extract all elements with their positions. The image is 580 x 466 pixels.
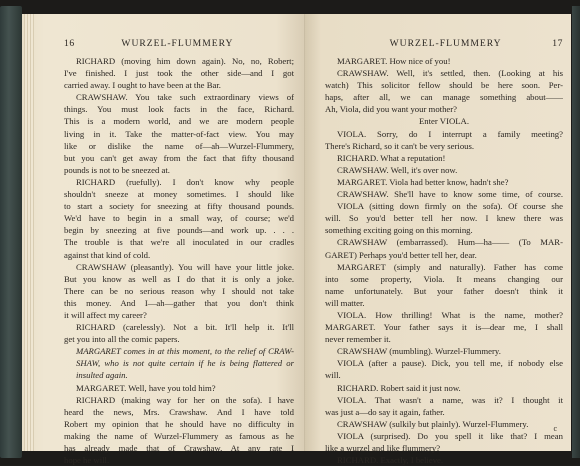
text-line: like a wurzel and like flummery? [325,443,441,453]
text-line: MARGARET comes in at this moment, to the relief of CRAW- [76,346,294,357]
text-line: MARGARET. Well, have you told him? [76,382,216,393]
text-line: Enter VIOLA. [418,116,470,127]
right-running-title: WURZEL-FLUMMERY [389,38,502,49]
text-line: insulted again. [76,370,128,381]
text-line: watch) This solicitor fellow should be here soon. Per- [325,80,563,91]
text-line: things. You must look facts in the face, Richard. [64,104,294,115]
text-line: pounds is not to be sneezed at. [64,164,170,175]
text-line: will. [325,370,341,381]
text-line: RICHARD (moving him down again). No, no, Robert; [76,56,294,66]
text-line: was just a—do say it again, father. [325,406,445,417]
text-line: We'd have to begin in a small way, of course; we'd [64,213,294,224]
text-line: But you know as well as I do that it is only a joke. [64,273,294,284]
text-line: like or dislike the name of—ah—Wurzel-Flummery, [64,140,294,151]
text-line: There's Richard, so it can't be very serious. [325,140,475,151]
left-page [22,14,305,466]
text-line: but you can't get away from the fact that fifty thousand [64,152,294,163]
text-line: CRAWSHAW. She'll have to know some time, of course. [337,189,563,200]
text-line: RICHARD (ruefully). I don't know why people [76,176,294,187]
text-line: VIOLA. Sorry, do I interrupt a family meeting? [337,128,563,139]
text-line: I've finished. I just took the other side—and I got [64,68,294,79]
text-line: it will affect my career? [64,309,147,320]
book-cover-right [572,6,580,458]
text-line: into some property, Viola. It means changing our [325,273,563,284]
text-line: heard the news, Mrs. Crawshaw. And I have told [64,406,294,417]
text-line: name unfortunately. But your father doesn't think it [325,285,563,296]
text-line: MARGARET. Your father says it is—dear me, I shall [325,322,563,333]
text-line: CRAWSHAW (mumbling). Wurzel-Flummery. [337,346,501,357]
text-line: RICHARD. Exactly, I believe. [337,455,444,466]
text-line: CRAWSHAW (pleasantly). You will have your little joke. [76,261,294,272]
text-line: CRAWSHAW (sulkily but plainly). Wurzel-Flummery. [337,418,529,429]
text-line: RICHARD. Robert said it just now. [337,382,461,393]
left-running-title: WURZEL-FLUMMERY [121,38,234,49]
text-line: making the name of Wurzel-Flummery as famous as he [64,430,294,441]
text-line: GARET) Perhaps you'd better tell her, dear. [325,249,477,260]
text-line: CRAWSHAW. Well, it's settled, then. (Looking at his [337,68,563,79]
text-line: hope he will. [64,455,110,466]
text-line: this money. And I—ah—gather that you don't think [64,297,294,308]
text-line: CRAWSHAW. You take such extraordinary views of [76,92,294,103]
text-line: will. So you'd better tell her now. I knew there was [325,213,563,224]
text-line: VIOLA. How thrilling! What is the name, mother? [337,309,563,320]
text-line: has already made that of Crawshaw. At any rate I [64,443,294,453]
right-page-number: 17 [552,38,563,49]
text-line: RICHARD (making way for her on the sofa). I have [76,394,294,405]
text-line: Robert my opinion that he should have no difficulty in [64,418,294,429]
text-line: haps, after all, we can manage something about—— [325,92,563,103]
signature-mark: c [553,424,557,433]
text-line: MARGARET (simply and naturally). Father has come [337,261,563,272]
text-line: RICHARD. What a reputation! [337,152,446,163]
text-line: This is a modern world, and we are modern people [64,116,294,127]
text-line: SHAW, who is not quite certain if he is being flattered or [76,358,294,369]
page-edges [24,14,34,451]
text-line: There can be no serious reason why I should not take [64,285,294,296]
text-line: Ah, Viola, did you want your mother? [325,104,458,115]
text-line: MARGARET. Viola had better know, hadn't she? [337,176,509,187]
text-line: begin by sneezing at five pounds—and work up. . . . [64,225,294,236]
text-line: MARGARET. How nice of you! [337,56,451,66]
right-page [305,14,571,466]
text-line: carried away. I ought to have been at the Bar. [64,80,221,91]
text-line: against that kind of cold. [64,249,151,260]
text-line: living in it. Take the matter-of-fact view. You may [64,128,294,139]
text-line: VIOLA (surprised). Do you spell it like that? I mean [337,430,563,441]
text-line: VIOLA (after a pause). Dick, you tell me, if nobody else [337,358,563,369]
text-line: to start a society for sneezing at fifty thousand pounds. [64,201,294,212]
text-line: RICHARD (carelessly). Not a bit. It'll help it. It'll [76,322,294,333]
left-page-number: 16 [64,38,75,49]
text-line: never remember it. [325,334,391,345]
right-page-header [325,38,563,49]
text-line: VIOLA (sitting down firmly on the sofa). Of course she [337,201,563,212]
left-page-header [64,38,294,49]
text-line: get you into all the comic papers. [64,334,180,345]
right-page-text [325,55,563,466]
left-page-text [64,55,294,466]
book-cover-left [0,6,22,458]
text-line: will matter. [325,297,365,308]
text-line: CRAWSHAW. Well, it's over now. [337,164,458,175]
text-line: shouldn't sneeze at money sometimes. I should like [64,189,294,200]
text-line: CRAWSHAW (embarrassed). Hum—ha—— (To MAR- [337,237,563,248]
text-line: VIOLA. That wasn't a name, was it? I thought it [337,394,563,405]
text-line: The trouble is that we're all inoculated in our cradles [64,237,294,248]
text-line: something exciting going on this morning. [325,225,473,236]
